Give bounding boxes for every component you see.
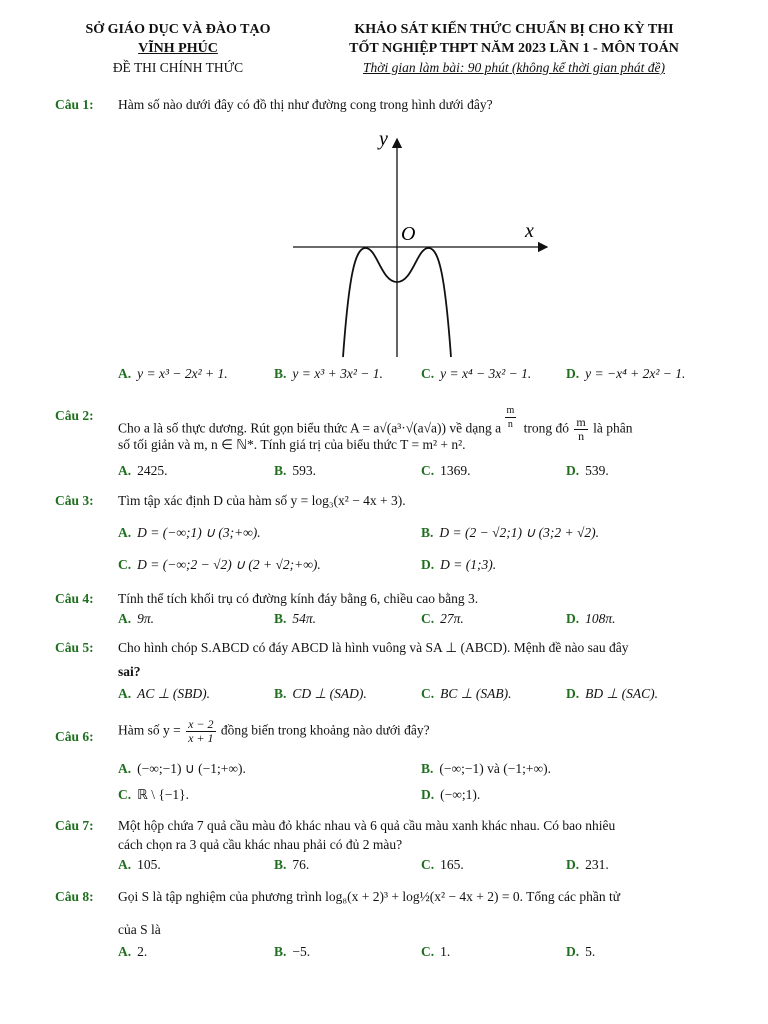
- answer-value: 2.: [137, 944, 148, 959]
- q3-answer-d[interactable]: [421, 557, 496, 573]
- answer-value: 231.: [585, 857, 609, 872]
- answer-key: C.: [421, 944, 435, 959]
- question-6-text-part1: Hàm số y =: [118, 722, 181, 738]
- q6-answer-b[interactable]: [421, 761, 551, 777]
- answer-value: y = x⁴ − 3x² − 1.: [440, 366, 532, 381]
- answer-value: (−∞;−1) và (−1;+∞).: [439, 761, 551, 776]
- exponent-denominator: n: [507, 419, 513, 430]
- answer-key: B.: [274, 366, 287, 381]
- question-6-label: Câu 6:: [55, 729, 94, 744]
- q4-answer-a[interactable]: [118, 611, 154, 627]
- q5-answer-d[interactable]: [566, 686, 658, 702]
- q6-answer-c[interactable]: [118, 787, 189, 803]
- exam-title-line1: KHẢO SÁT KIẾN THỨC CHUẨN BỊ CHO KỲ THI: [354, 22, 674, 37]
- q4-answer-c[interactable]: [421, 611, 464, 627]
- y-axis-label: y: [379, 128, 388, 150]
- answer-key: C.: [118, 787, 132, 802]
- q2-answer-b[interactable]: [274, 463, 316, 479]
- answer-key: A.: [118, 366, 132, 381]
- q5-answer-b[interactable]: [274, 686, 367, 702]
- question-4-text: Tính thể tích khối trụ có đường kính đáy bằng 6, chiều cao bằng 3.: [118, 591, 479, 606]
- q6-answer-d[interactable]: [421, 787, 480, 803]
- question-5-label: Câu 5:: [55, 640, 94, 655]
- answer-value: −5.: [292, 944, 311, 959]
- answer-value: y = −x⁴ + 2x² − 1.: [585, 366, 686, 381]
- answer-key: B.: [274, 857, 287, 872]
- answer-key: D.: [566, 366, 580, 381]
- answer-key: D.: [566, 944, 580, 959]
- q3-answer-c[interactable]: [118, 557, 321, 573]
- question-6-text-part2: đồng biến trong khoảng nào dưới đây?: [220, 722, 430, 738]
- answer-key: A.: [118, 761, 132, 776]
- answer-key: B.: [274, 944, 287, 959]
- origin-label: O: [401, 223, 416, 245]
- province-name: VĨNH PHÚC: [138, 41, 218, 56]
- answer-value: 539.: [585, 463, 609, 478]
- fraction-denominator: x + 1: [188, 731, 214, 745]
- answer-value: AC ⊥ (SBD).: [137, 686, 210, 701]
- answer-key: D.: [566, 857, 580, 872]
- question-1-text: Hàm số nào dưới đây có đồ thị như đường cong trong hình dưới đây?: [118, 97, 493, 112]
- answer-value: (−∞;−1) ∪ (−1;+∞).: [137, 761, 246, 776]
- answer-value: y = x³ + 3x² − 1.: [292, 366, 383, 381]
- question-2-text-line2: số tối giản và m, n ∈ ℕ*. Tính giá trị của biểu thức T = m² + n².: [118, 437, 466, 452]
- answer-value: D = (−∞;1) ∪ (3;+∞).: [137, 525, 261, 540]
- answer-key: C.: [421, 366, 435, 381]
- q5-answer-c[interactable]: [421, 686, 512, 702]
- answer-value: 76.: [292, 857, 310, 872]
- answer-key: A.: [118, 525, 132, 540]
- question-7-text-line2: cách chọn ra 3 quả cầu khác nhau phải có đủ 2 màu?: [118, 837, 403, 852]
- q2-answer-d[interactable]: [566, 463, 609, 479]
- q3-answer-a[interactable]: [118, 525, 261, 541]
- question-1-label: Câu 1:: [55, 97, 94, 112]
- q5-answer-a[interactable]: [118, 686, 210, 702]
- answer-key: A.: [118, 857, 132, 872]
- q7-answer-d[interactable]: [566, 857, 609, 873]
- answer-key: C.: [118, 557, 132, 572]
- fraction-denominator: n: [578, 428, 585, 443]
- answer-value: CD ⊥ (SAD).: [292, 686, 367, 701]
- document-header: [0, 22, 768, 92]
- answer-key: A.: [118, 463, 132, 478]
- question-5-text: Cho hình chóp S.ABCD có đáy ABCD là hình vuông và SA ⊥ (ABCD). Mệnh đề nào sau đây: [118, 640, 629, 655]
- q7-answer-b[interactable]: [274, 857, 309, 873]
- x-axis-label: x: [525, 220, 534, 242]
- answer-value: y = x³ − 2x² + 1.: [137, 366, 228, 381]
- q2-answer-a[interactable]: [118, 463, 168, 479]
- answer-value: 9π.: [137, 611, 155, 626]
- question-8-label: Câu 8:: [55, 889, 94, 904]
- answer-key: C.: [421, 463, 435, 478]
- answer-value: ℝ \ {−1}.: [137, 787, 190, 802]
- function-graph: [285, 125, 555, 360]
- answer-key: B.: [421, 761, 434, 776]
- answer-value: BD ⊥ (SAC).: [585, 686, 658, 701]
- answer-value: (−∞;1).: [440, 787, 481, 802]
- question-7-label: Câu 7:: [55, 818, 94, 833]
- answer-key: D.: [566, 463, 580, 478]
- q1-answer-d[interactable]: [566, 366, 685, 382]
- answer-key: A.: [118, 944, 132, 959]
- answer-value: 593.: [292, 463, 317, 478]
- q1-answer-b[interactable]: [274, 366, 383, 382]
- answer-value: D = (2 − √2;1) ∪ (3;2 + √2).: [439, 525, 600, 540]
- answer-value: D = (−∞;2 − √2) ∪ (2 + √2;+∞).: [137, 557, 321, 572]
- answer-key: D.: [566, 686, 580, 701]
- answer-value: D = (1;3).: [440, 557, 497, 572]
- answer-value: 1.: [440, 944, 451, 959]
- answer-value: 27π.: [440, 611, 464, 626]
- header-right: [318, 22, 710, 76]
- q8-answer-b[interactable]: [274, 944, 310, 960]
- question-6-text: [118, 718, 430, 745]
- q6-answer-a[interactable]: [118, 761, 246, 777]
- answer-value: BC ⊥ (SAB).: [440, 686, 512, 701]
- function-fraction: [186, 718, 215, 745]
- exam-status: ĐỀ THI CHÍNH THỨC: [112, 60, 244, 75]
- question-7-text: Một hộp chứa 7 quả cầu màu đỏ khác nhau và 6 quả cầu màu xanh khác nhau. Có bao nhiêu: [118, 818, 616, 833]
- answer-value: 105.: [137, 857, 161, 872]
- answer-value: 54π.: [292, 611, 317, 626]
- m-over-n-fraction: [574, 416, 587, 443]
- q8-answer-c[interactable]: [421, 944, 450, 960]
- answer-key: C.: [421, 611, 435, 626]
- q8-answer-d[interactable]: [566, 944, 595, 960]
- exam-duration: Thời gian làm bài: 90 phút (không kể thời gian phát đề): [362, 60, 665, 75]
- question-5-text-line2: sai?: [118, 664, 141, 679]
- answer-key: D.: [421, 787, 435, 802]
- answer-value: 5.: [585, 944, 596, 959]
- fraction-numerator: x − 2: [188, 717, 214, 731]
- answer-value: 2425.: [137, 463, 168, 478]
- answer-key: C.: [421, 857, 435, 872]
- q4-answer-b[interactable]: [274, 611, 316, 627]
- department-name: SỞ GIÁO DỤC VÀ ĐÀO TẠO: [85, 22, 271, 37]
- question-3-label: Câu 3:: [55, 493, 94, 508]
- question-2-text-part1: Cho a là số thực dương. Rút gọn biểu thức A = a√(a³·√(a√a)) về dạng a: [118, 420, 502, 436]
- q7-answer-a[interactable]: [118, 857, 161, 873]
- answer-value: 108π.: [585, 611, 616, 626]
- question-3-text: Tìm tập xác định D của hàm số y = log₃(x² − 4x + 3).: [118, 493, 406, 508]
- q4-answer-d[interactable]: [566, 611, 616, 627]
- answer-value: 165.: [440, 857, 464, 872]
- question-4-label: Câu 4:: [55, 591, 94, 606]
- answer-key: B.: [421, 525, 434, 540]
- q3-answer-b[interactable]: [421, 525, 599, 541]
- answer-key: D.: [421, 557, 435, 572]
- answer-key: D.: [566, 611, 580, 626]
- q1-answer-c[interactable]: [421, 366, 531, 382]
- answer-value: 1369.: [440, 463, 471, 478]
- q1-answer-a[interactable]: [118, 366, 228, 382]
- question-8-text-line2: của S là: [118, 922, 161, 937]
- answer-key: A.: [118, 686, 132, 701]
- answer-key: B.: [274, 686, 287, 701]
- header-left: [60, 22, 296, 76]
- question-2-text-part2: trong đó: [523, 420, 570, 436]
- answer-key: B.: [274, 611, 287, 626]
- question-8-text: Gọi S là tập nghiệm của phương trình log₈(x + 2)³ + log½(x² − 4x + 2) = 0. Tổng các phần tử: [118, 889, 621, 904]
- fraction-numerator: m: [576, 414, 586, 429]
- exponent-numerator: m: [506, 405, 515, 416]
- q7-answer-c[interactable]: [421, 857, 464, 873]
- q8-answer-a[interactable]: [118, 944, 147, 960]
- answer-key: A.: [118, 611, 132, 626]
- question-2-label: Câu 2:: [55, 408, 94, 423]
- q2-answer-c[interactable]: [421, 463, 471, 479]
- answer-key: B.: [274, 463, 287, 478]
- question-2-text-part3: là phân: [593, 420, 633, 436]
- exam-title-line2: TỐT NGHIỆP THPT NĂM 2023 LẦN 1 - MÔN TOÁN: [349, 41, 679, 56]
- exponent-fraction: [505, 404, 517, 431]
- answer-key: C.: [421, 686, 435, 701]
